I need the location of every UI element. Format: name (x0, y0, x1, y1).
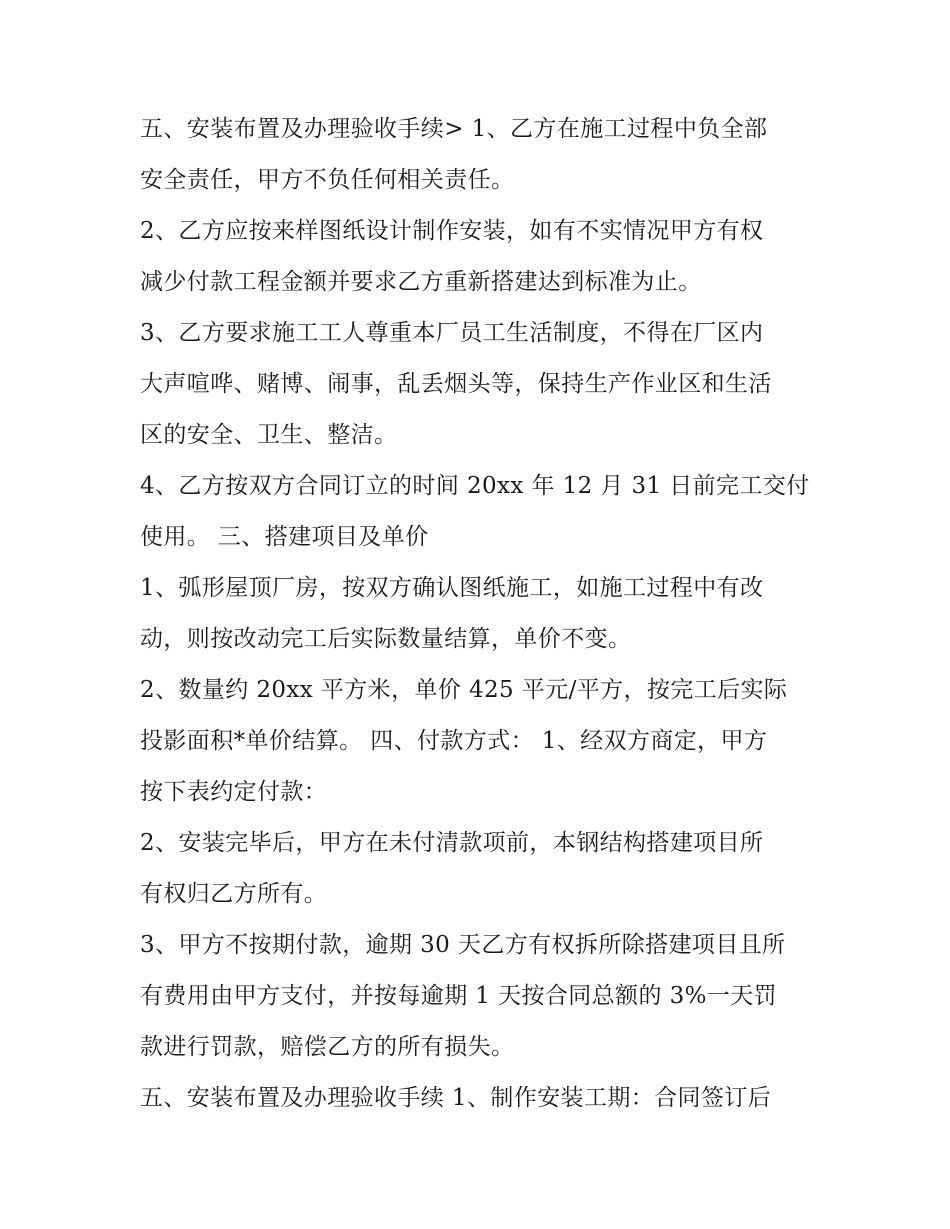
text-line: 减少付款工程金额并要求乙方重新搭建达到标准为止。 (140, 269, 702, 295)
text-line: 4、乙方按双方合同订立的时间 20xx 年 12 月 31 日前完工交付 (140, 473, 810, 499)
text-line: 3、甲方不按期付款，逾期 30 天乙方有权拆所除搭建项目且所 (140, 932, 786, 958)
text-line: 五、安装布置及办理验收手续 1、制作安装工期：合同签订后 (140, 1085, 772, 1111)
document-page (140, 104, 820, 1124)
text-line: 区的安全、卫生、整洁。 (140, 422, 398, 448)
text-line: 3、乙方要求施工工人尊重本厂员工生活制度，不得在厂区内 (140, 320, 764, 346)
text-line: 安全责任，甲方不负任何相关责任。 (140, 167, 515, 193)
text-line: 五、安装布置及办理验收手续> 1、乙方在施工过程中负全部 (140, 116, 768, 142)
text-line: 2、安装完毕后，甲方在未付清款项前，本钢结构搭建项目所 (140, 830, 764, 856)
text-line: 按下表约定付款： (140, 779, 328, 805)
text-line: 1、弧形屋顶厂房，按双方确认图纸施工，如施工过程中有改 (140, 575, 764, 601)
text-line: 2、乙方应按来样图纸设计制作安装，如有不实情况甲方有权 (140, 218, 764, 244)
text-line: 投影面积*单价结算。 四、付款方式： 1、经双方商定，甲方 (140, 728, 768, 754)
text-line: 动，则按改动完工后实际数量结算，单价不变。 (140, 626, 632, 652)
text-line: 有权归乙方所有。 (140, 881, 328, 907)
text-line: 使用。 三、搭建项目及单价 (140, 524, 429, 550)
text-line: 有费用由甲方支付，并按每逾期 1 天按合同总额的 3%一天罚 (140, 983, 778, 1009)
text-line: 大声喧哗、赌博、闹事，乱丢烟头等，保持生产作业区和生活 (140, 371, 772, 397)
text-line: 2、数量约 20xx 平方米，单价 425 平元/平方，按完工后实际 (140, 677, 788, 703)
text-line: 款进行罚款，赔偿乙方的所有损失。 (140, 1034, 515, 1060)
